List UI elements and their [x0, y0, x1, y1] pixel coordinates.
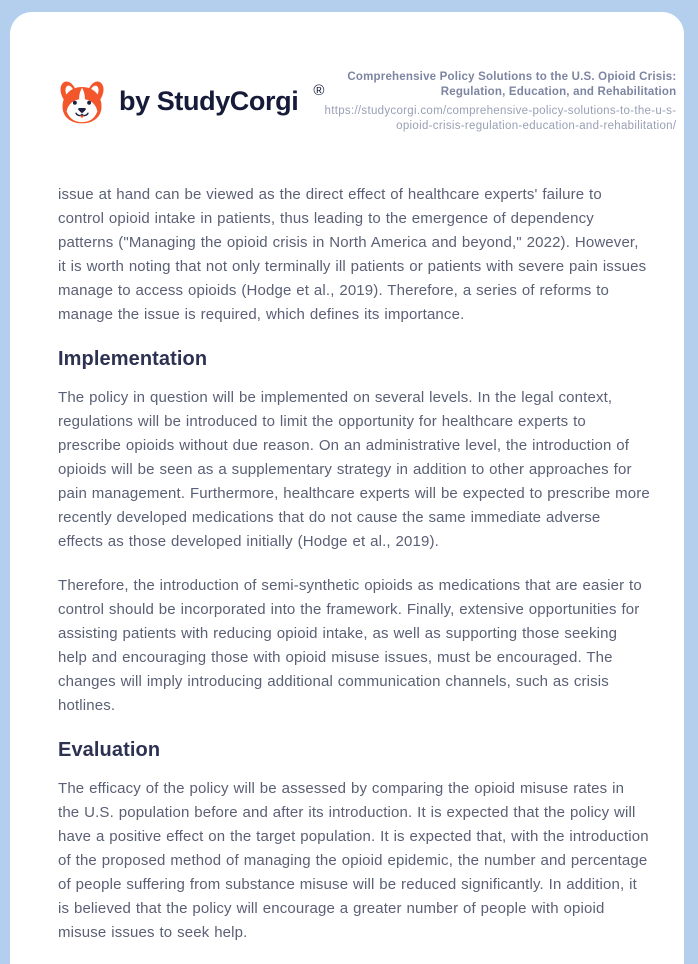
- implementation-paragraph-2: Therefore, the introduction of semi-synthetic opioids as medications that are easier to control should be incorporated into the framework. Finally, extensive opportunities for assisting patients with reducing opioid intake, as well as supporting those seeking help and encouraging those with opioid misuse issues, must be encouraged. The changes will imply introducing additional communication channels, such as crisis hotlines.: [58, 577, 642, 714]
- evaluation-paragraph-1: The efficacy of the policy will be assessed by comparing the opioid misuse rates in the U.S. population before and after its introduction. It is expected that the policy will have a positive effect on the target population. It is expected that, with the introduction of the proposed method of managing the opioid epidemic, the number and percentage of people suffering from substance misuse will be reduced significantly. In addition, it is believed that the policy will encourage a greater number of people with opioid misuse issues to seek help.: [58, 780, 649, 941]
- implementation-paragraph-1: The policy in question will be implemented on several levels. In the legal context, regulations will be introduced to limit the opportunity for healthcare experts to prescribe opioids without due reason. On an administrative level, the introduction of opioids will be seen as a supplementary strategy in addition to other approaches for pain management. Furthermore, healthcare experts will be expected to prescribe more recently developed medications that do not cause the same immediate adverse effects as those developed initially (Hodge et al., 2019).: [58, 389, 650, 550]
- studycorgi-brand[interactable]: [58, 76, 324, 128]
- document-card: [10, 12, 684, 964]
- brand-name: by StudyCorgi: [119, 86, 299, 116]
- header: [58, 70, 677, 133]
- document-body: [58, 183, 650, 945]
- section-heading-implementation: Implementation: [58, 348, 208, 370]
- document-meta: [324, 70, 676, 133]
- intro-paragraph: issue at hand can be viewed as the direct effect of healthcare experts' failure to control opioid intake in patients, thus leading to the emergence of dependency patterns ("Managing the opioid crisis in North America and beyond," 2022). However, it is worth noting that not only terminally ill patients or patients with severe pain issues manage to access opioids (Hodge et al., 2019). Therefore, a series of reforms to manage the issue is required, which defines its importance.: [58, 186, 647, 323]
- corgi-logo-icon: [58, 76, 106, 128]
- document-url-link[interactable]: https://studycorgi.com/comprehensive-policy-solutions-to-the-u-s-opioid-crisis-regulation-education-and-rehabilitation/: [324, 105, 677, 132]
- registered-trademark: ®: [313, 81, 325, 99]
- section-heading-evaluation: Evaluation: [58, 739, 161, 761]
- document-title: Comprehensive Policy Solutions to the U.S. Opioid Crisis: Regulation, Education, and Rehabilitation: [347, 71, 677, 98]
